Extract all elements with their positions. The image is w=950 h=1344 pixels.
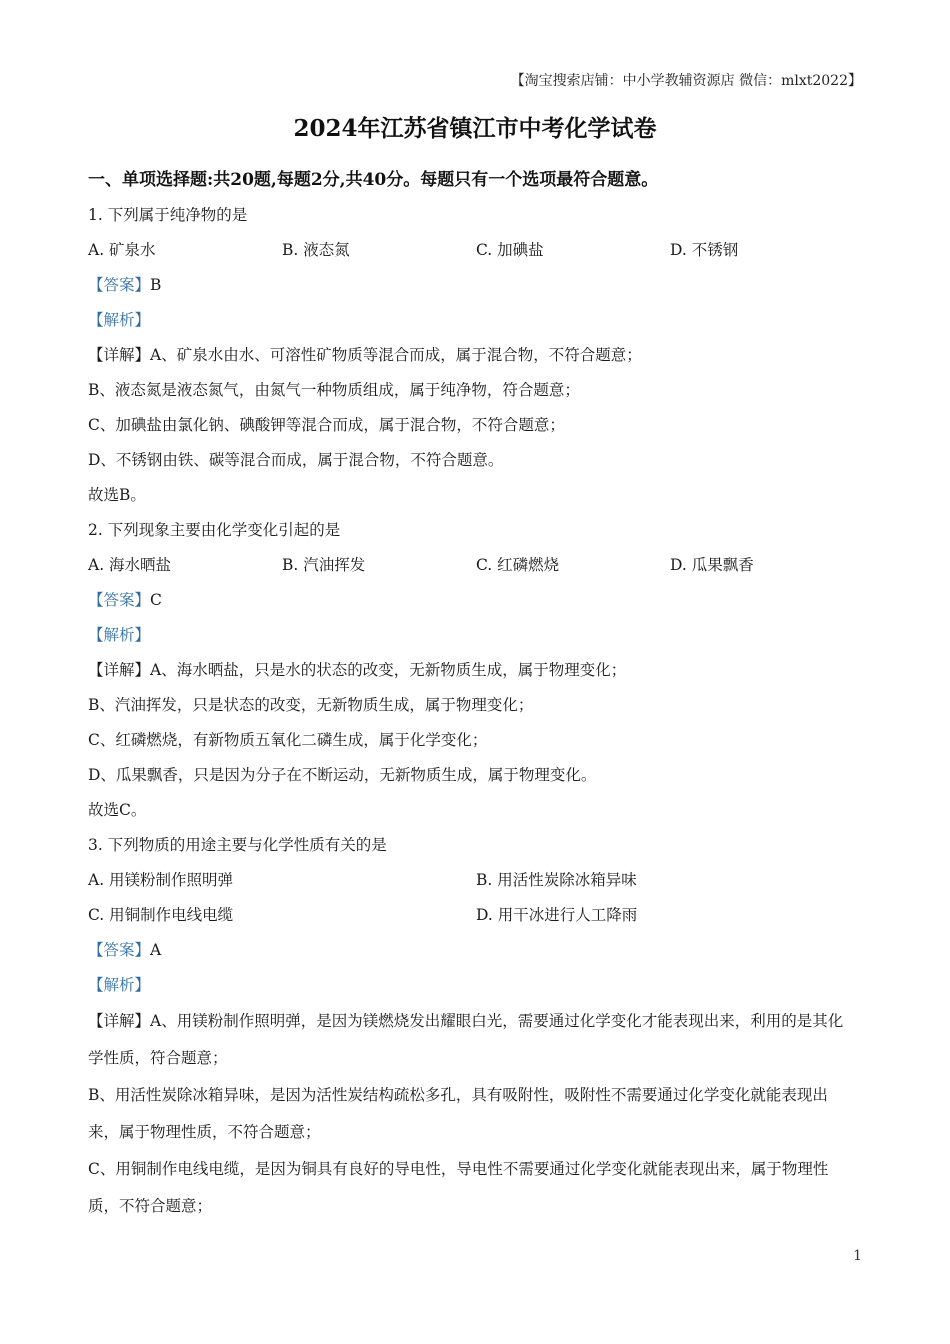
option-a: A. 矿泉水 [88, 241, 156, 259]
answer-value: B [150, 276, 162, 294]
detail-label: 【详解】 [88, 346, 151, 364]
option-a: A. 海水晒盐 [88, 556, 172, 574]
detail-line: D、不锈钢由铁、碳等混合而成，属于混合物，不符合题意。 [88, 451, 504, 469]
question-stem: 3. 下列物质的用途主要与化学性质有关的是 [88, 836, 387, 854]
content [88, 198, 868, 1225]
answer-line [88, 583, 868, 618]
detail-line: B、液态氮是液态氮气，由氮气一种物质组成，属于纯净物，符合题意； [88, 381, 580, 399]
analysis-label: 【解析】 [88, 976, 151, 994]
detail-text: A、海水晒盐，只是水的状态的改变，无新物质生成，属于物理变化； [150, 661, 627, 679]
answer-line [88, 933, 868, 968]
analysis-line [88, 968, 868, 1003]
question-stem: 1. 下列属于纯净物的是 [88, 206, 248, 224]
detail-text: A、用镁粉制作照明弹，是因为镁燃烧发出耀眼白光，需要通过化学变化才能表现出来，利用的是其化学性质，符合题意； [88, 1012, 844, 1067]
detail-text: A、矿泉水由水、可溶性矿物质等混合而成，属于混合物，不符合题意； [150, 346, 642, 364]
analysis-line [88, 618, 868, 653]
answer-label: 【答案】 [88, 276, 151, 294]
option-d: D. 瓜果飘香 [670, 556, 754, 574]
question-options [88, 863, 868, 898]
answer-value: A [150, 941, 162, 959]
question-options [88, 898, 868, 933]
question-options [88, 548, 868, 583]
answer-label: 【答案】 [88, 591, 151, 609]
conclusion-line: 故选B。 [88, 486, 146, 504]
detail-paragraph [88, 1003, 856, 1077]
detail-label: 【详解】 [88, 1012, 151, 1030]
analysis-label: 【解析】 [88, 626, 151, 644]
answer-line [88, 268, 868, 303]
answer-value: C [150, 591, 162, 609]
conclusion-line: 故选C。 [88, 801, 147, 819]
page-title: 2024年江苏省镇江市中考化学试卷 [293, 115, 657, 142]
detail-line: D、瓜果飘香，只是因为分子在不断运动，无新物质生成，属于物理变化。 [88, 766, 597, 784]
detail-line: C、加碘盐由氯化钠、碘酸钾等混合而成，属于混合物，不符合题意； [88, 416, 565, 434]
detail-label: 【详解】 [88, 661, 151, 679]
question-options [88, 233, 868, 268]
answer-label: 【答案】 [88, 941, 151, 959]
option-d: D. 不锈钢 [670, 241, 739, 259]
option-c: C. 加碘盐 [476, 241, 544, 259]
detail-paragraph: C、用铜制作电线电缆，是因为铜具有良好的导电性，导电性不需要通过化学变化就能表现出来，属于物理性质，不符合题意； [88, 1160, 829, 1215]
option-d: D. 用干冰进行人工降雨 [476, 906, 638, 924]
option-b: B. 汽油挥发 [282, 556, 366, 574]
option-a: A. 用镁粉制作照明弹 [88, 871, 234, 889]
option-b: B. 用活性炭除冰箱异味 [476, 871, 637, 889]
detail-line [88, 338, 868, 373]
analysis-label: 【解析】 [88, 311, 151, 329]
option-c: C. 用铜制作电线电缆 [88, 906, 234, 924]
page-number: 1 [853, 1248, 862, 1264]
detail-line [88, 653, 868, 688]
option-b: B. 液态氮 [282, 241, 350, 259]
detail-line: B、汽油挥发，只是状态的改变，无新物质生成，属于物理变化； [88, 696, 534, 714]
option-c: C. 红磷燃烧 [476, 556, 560, 574]
detail-line: C、红磷燃烧，有新物质五氧化二磷生成，属于化学变化； [88, 731, 488, 749]
question-stem: 2. 下列现象主要由化学变化引起的是 [88, 521, 341, 539]
section-title: 一、单项选择题:共20题,每题2分,共40分。每题只有一个选项最符合题意。 [88, 170, 659, 190]
header-note: 【淘宝搜索店铺：中小学教辅资源店 微信：mlxt2022】 [510, 73, 862, 89]
detail-paragraph: B、用活性炭除冰箱异味，是因为活性炭结构疏松多孔，具有吸附性，吸附性不需要通过化学变化就能表现出来，属于物理性质，不符合题意； [88, 1086, 828, 1141]
analysis-line [88, 303, 868, 338]
